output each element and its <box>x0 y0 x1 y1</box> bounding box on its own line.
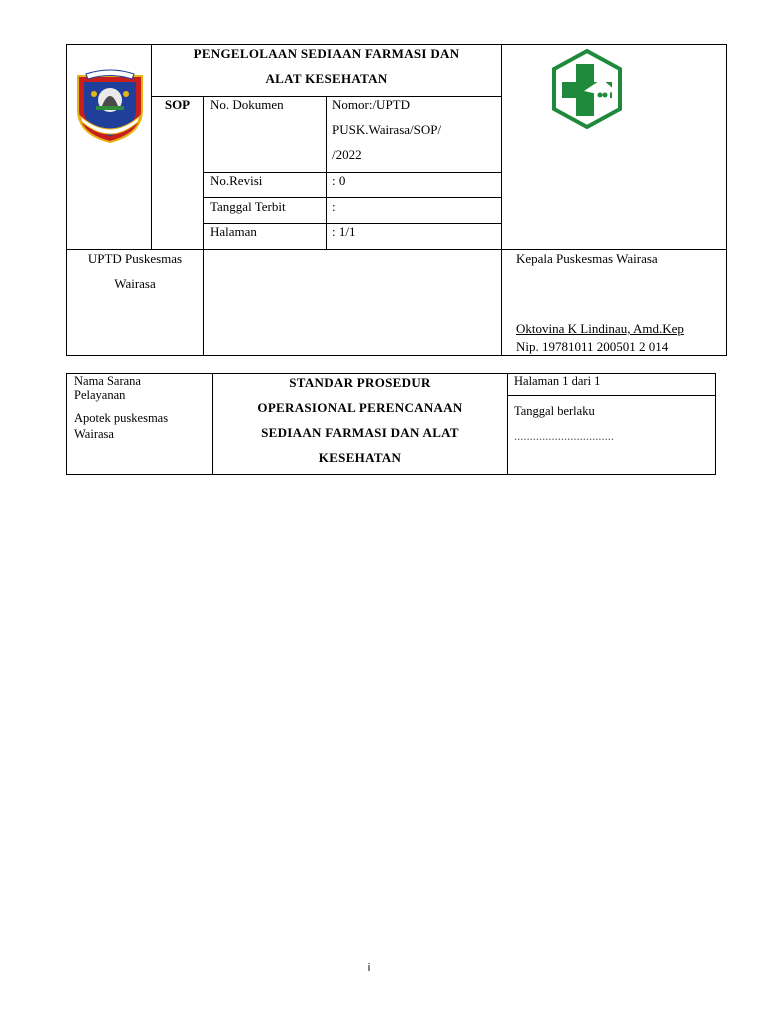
institution-line-2: Wairasa <box>114 276 156 291</box>
doc-number-value-line-2: PUSK.Wairasa/SOP/ <box>332 122 442 137</box>
document-title-line-1: PENGELOLAAN SEDIAAN FARMASI DAN <box>193 46 460 61</box>
sop-info-table <box>0 360 768 480</box>
sop-title-line-1: STANDAR PROSEDUR <box>289 375 431 390</box>
valid-date-dots: ................................ <box>514 429 614 443</box>
facility-value-line-1: Apotek puskesmas <box>74 411 169 425</box>
sop-title-line-2: OPERASIONAL PERENCANAAN <box>257 400 463 415</box>
puskesmas-cross-icon <box>550 48 624 130</box>
facility-label-line-2: Pelayanan <box>74 388 126 402</box>
head-nip: Nip. 19781011 200501 2 014 <box>516 339 669 354</box>
regional-emblem-icon <box>72 66 148 144</box>
valid-date-label: Tanggal berlaku <box>514 404 595 418</box>
page-value: : 1/1 <box>332 224 356 239</box>
page-number: i <box>367 962 371 974</box>
page-label: Halaman <box>210 224 257 239</box>
page-info: Halaman 1 dari 1 <box>514 374 601 388</box>
facility-label-line-1: Nama Sarana <box>74 374 141 388</box>
institution-line-1: UPTD Puskesmas <box>87 251 183 266</box>
sop-header-table <box>0 0 768 360</box>
issue-date-label: Tanggal Terbit <box>210 199 286 214</box>
doc-number-value-line-3: /2022 <box>332 147 362 162</box>
facility-value-line-2: Wairasa <box>74 427 114 441</box>
sop-label: SOP <box>164 97 191 112</box>
doc-number-value-line-1: Nomor:/UPTD <box>332 97 410 112</box>
sop-title-line-4: KESEHATAN <box>318 450 402 465</box>
head-title: Kepala Puskesmas Wairasa <box>516 251 658 266</box>
sop-title-line-3: SEDIAAN FARMASI DAN ALAT <box>261 425 459 440</box>
issue-date-value: : <box>332 199 336 214</box>
revision-value: : 0 <box>332 173 346 188</box>
document-title-line-2: ALAT KESEHATAN <box>265 71 388 86</box>
doc-number-label: No. Dokumen <box>210 97 284 112</box>
head-name: Oktovina K Lindinau, Amd.Kep <box>516 321 684 336</box>
revision-label: No.Revisi <box>210 173 263 188</box>
